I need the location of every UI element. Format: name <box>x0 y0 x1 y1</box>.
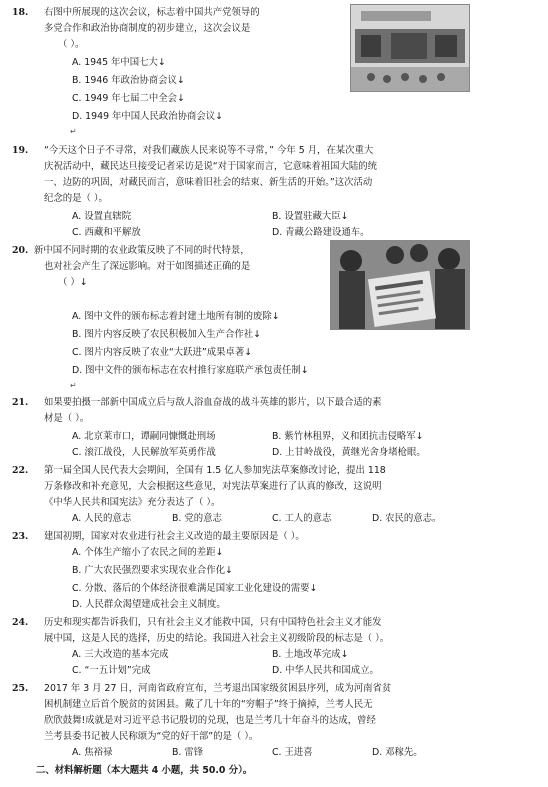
q18-option-b: B. 1946 年政治协商会议↓ <box>72 75 185 86</box>
q25-number: 25. <box>12 683 29 694</box>
q20-option-a: A. 图中文件的颁布标志着封建土地所有制的废除↓ <box>72 311 280 322</box>
peasants-newspaper-photo <box>330 240 470 330</box>
q21-option-b: B. 紫竹林租界，义和团抗击侵略军↓ <box>272 431 424 442</box>
q18-number: 18. <box>12 7 29 18</box>
q25-option-b: B. 雷锋 <box>172 747 204 758</box>
q20-stem-line-2: 也对社会产生了深远影响。对于如图描述正确的是 <box>44 261 251 272</box>
q19-option-b: B. 设置驻藏大臣↓ <box>272 211 349 222</box>
q23-stem-line-1: 建国初期，国家对农业进行社会主义改造的最主要原因是（ ）。 <box>44 531 305 542</box>
q20-option-d: D. 图中文件的颁布标志在农村推行家庭联产承包责任制↓ <box>72 365 309 376</box>
q25-option-c: C. 王进喜 <box>272 747 313 758</box>
paragraph-mark: ↵ <box>70 127 77 136</box>
q21-option-a: A. 北京莱市口，谭嗣同慷慨赴刑场 <box>72 431 216 442</box>
q19-stem-line-2: 庆祝活动中，藏民达旦接受记者采访是说“对于国家而言，它意味着祖国大陆的统 <box>44 161 377 172</box>
conference-photo <box>350 4 470 92</box>
q19-option-d: D. 青藏公路建设通车。 <box>272 227 370 238</box>
q22-option-a: A. 人民的意志 <box>72 513 132 524</box>
q19-option-c: C. 西藏和平解放 <box>72 227 141 238</box>
q20-number: 20. <box>12 245 29 256</box>
q19-stem-line-4: 纪念的是（ ）。 <box>44 193 108 204</box>
q20-option-c: C. 图片内容反映了农业“大跃进”成果卓著↓ <box>72 347 253 358</box>
q21-option-d: D. 上甘岭战役，黄继光舍身堵枪眼。 <box>272 447 426 458</box>
section-2-heading: 二、材料解析题（本大题共 4 小题，共 50.0 分）。 <box>36 765 253 776</box>
q20-stem-line-1: 新中国不同时期的农业政策反映了不同的时代特景， <box>34 245 250 256</box>
q18-stem-line-1: 右图中所展现的这次会议，标志着中国共产党领导的 <box>44 7 260 18</box>
q20-option-b: B. 图片内容反映了农民积极加入生产合作社↓ <box>72 329 261 340</box>
q23-option-a: A. 个体生产缩小了农民之间的差距↓ <box>72 547 224 558</box>
q25-option-a: A. 焦裕禄 <box>72 747 113 758</box>
q18-option-c: C. 1949 年七届二中全会↓ <box>72 93 185 104</box>
q18-stem-line-3: （ ）。 <box>58 39 85 50</box>
q22-option-c: C. 工人的意志 <box>272 513 332 524</box>
q21-stem-line-1: 如果要拍摄一部新中国成立后与敌人浴血奋战的战斗英雄的影片，以下最合适的素 <box>44 397 382 408</box>
q24-option-c: C. “一五计划”完成 <box>72 665 151 676</box>
q19-stem-line-3: 一、边防的巩固，对藏民而言，意味着旧社会的结束、新生活的开始。”这次活动 <box>44 177 373 188</box>
q22-option-d: D. 农民的意志。 <box>372 513 442 524</box>
q21-number: 21. <box>12 397 29 408</box>
q24-option-b: B. 土地改革完成↓ <box>272 649 349 660</box>
q22-stem-line-1: 第一届全国人民代表大会期间，全国有 1.5 亿人参加宪法草案修改讨论，提出 118 <box>44 465 386 476</box>
q24-option-a: A. 三大改造的基本完成 <box>72 649 169 660</box>
q25-stem-line-4: 兰考县委书记被人民称颂为“党的好干部”的是（ ）。 <box>44 731 259 742</box>
q23-option-d: D. 人民群众渴望建成社会主义制度。 <box>72 599 226 610</box>
q19-option-a: A. 设置直辖院 <box>72 211 132 222</box>
q24-option-d: D. 中华人民共和国成立。 <box>272 665 379 676</box>
q23-number: 23. <box>12 531 29 542</box>
q22-number: 22. <box>12 465 29 476</box>
q25-stem-line-3: 欣欣鼓舞!成就是对习近平总书记殷切的兑现，也是兰考几十年奋斗的达成，曾经 <box>44 715 376 726</box>
q21-stem-line-2: 材是（ ）。 <box>44 413 90 424</box>
q25-stem-line-1: 2017 年 3 月 27 日，河南省政府宣布，兰考退出国家级贫困县序列，成为河南省贫 <box>44 683 392 694</box>
q21-option-c: C. 滚江战役，人民解放军英勇作战 <box>72 447 216 458</box>
paragraph-mark: ↵ <box>70 381 77 390</box>
q24-number: 24. <box>12 617 29 628</box>
q22-option-b: B. 党的意志 <box>172 513 222 524</box>
q18-option-d: D. 1949 年中国人民政治协商会议↓ <box>72 111 223 122</box>
q18-option-a: A. 1945 年中国七大↓ <box>72 57 166 68</box>
q19-stem-line-1: “今天这个日子不寻常，对我们藏族人民来说等不寻常，” 今年 5 月，在某次重大 <box>44 145 374 156</box>
q18-stem-line-2: 多党合作和政治协商制度的初步建立，这次会议是 <box>44 23 251 34</box>
q20-stem-line-3: （ ）↓ <box>58 277 88 288</box>
q24-stem-line-1: 历史和现实都告诉我们，只有社会主义才能救中国，只有中国特色社会主义才能发 <box>44 617 382 628</box>
q23-option-b: B. 广大农民强烈要求实现农业合作化↓ <box>72 565 233 576</box>
q19-number: 19. <box>12 145 29 156</box>
q24-stem-line-2: 展中国，这是人民的选择，历史的结论。我国进入社会主义初级阶段的标志是（ ）。 <box>44 633 390 644</box>
q25-option-d: D. 邓稼先。 <box>372 747 423 758</box>
q23-option-c: C. 分散、落后的个体经济很难满足国家工业化建设的需要↓ <box>72 583 318 594</box>
q25-stem-line-2: 困机制建立后首个脱贫的贫困县。戴了几十年的“穷帽子”终于摘掉，兰考人民无 <box>44 699 373 710</box>
q22-stem-line-3: 《中华人民共和国宪法》充分表达了（ ）。 <box>44 497 221 508</box>
q22-stem-line-2: 万条修改和补充意见，大会根据这些意见，对宪法草案进行了认真的修改，这说明 <box>44 481 382 492</box>
